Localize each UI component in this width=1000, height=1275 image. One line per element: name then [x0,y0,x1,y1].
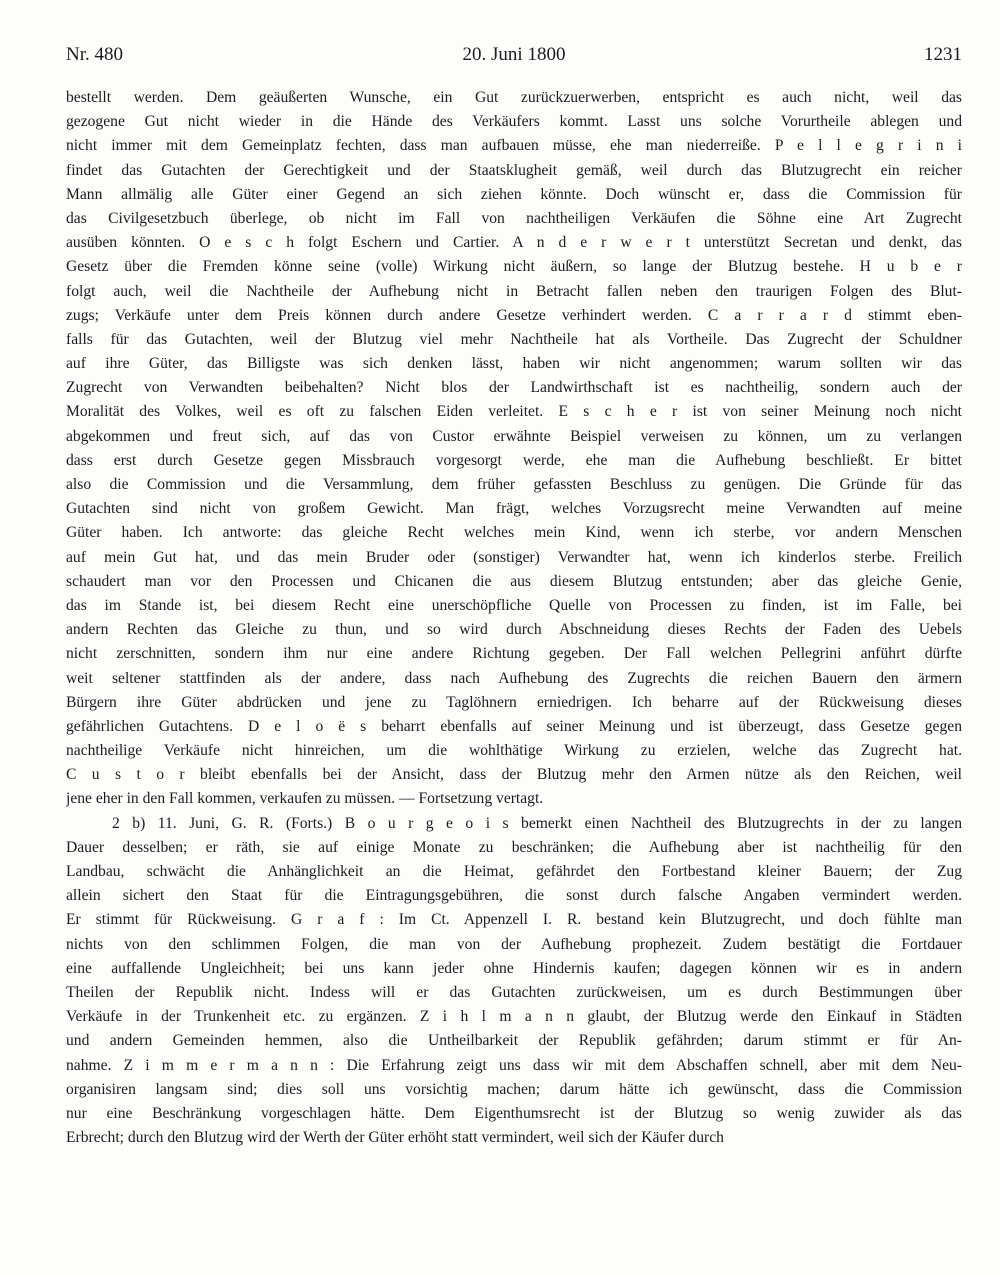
text-line: nichts von den schlimmen Folgen, die man von der Aufhebung prophezeit. Zudem bestätigt die Fortdauer [66,935,962,953]
text-line: organisiren langsam sind; dies soll uns vorsichtig machen; darum hätte ich gewünscht, dass die Commission [66,1080,962,1098]
text-line: 2 b) 11. Juni, G. R. (Forts.) B o u r g e o i s bemerkt einen Nachtheil des Blutzugrechts in der zu langen [112,814,962,832]
text-line: Mann allmälig alle Güter einer Gegend an sich ziehen könnte. Doch wünscht er, dass die Commission für [66,185,962,203]
text-line: auf ihre Güter, das Billigste was sich denken lässt, haben wir nicht angenommen; warum sollten wir das [66,355,962,373]
text-line: Gesetz über die Fremden könne seine (volle) Wirkung nicht äußern, so lange der Blutzug bestehe. H u b e r [66,258,962,276]
text-line: Dauer desselben; er räth, sie auf einige Monate zu beschränken; die Aufhebung aber ist nachtheilig für den [66,838,962,856]
text-line: Moralität des Volkes, weil es oft zu falschen Eiden verleitet. E s c h e r ist von seiner Meinung noch nicht [66,403,962,421]
text-line: dass erst durch Gesetze gegen Missbrauch vorgesorgt werde, ehe man die Aufhebung beschließt. Er bittet [66,451,962,469]
text-line: nicht zerschnitten, sondern ihm nur eine andere Richtung gegeben. Der Fall welchen Pellegrini anführt dürfte [66,645,962,663]
text-line: bestellt werden. Dem geäußerten Wunsche, ein Gut zurückzuerwerben, entspricht es auch nicht, weil das [66,89,962,106]
text-line: weit seltener stattfinden als der andere, dass nach Aufhebung des Zugrechts die reichen Bauern den ärmern [66,669,962,687]
text-line: Güter haben. Ich antworte: das gleiche Recht welches mein Kind, wenn ich sterbe, vor andern Menschen [66,524,962,542]
text-line: Erbrecht; durch den Blutzug wird der Werth der Güter erhöht statt vermindert, weil sich der Käufer durch [66,1129,724,1147]
text-line: Theilen der Republik nicht. Indess will er das Gutachten zurückweisen, um es durch Bestimmungen über [66,983,962,1001]
text-line: nicht immer mit dem Gemeinplatz fechten, dass man aufbauen müsse, ehe man niederreiße. P e l l e g r i n i [66,137,962,155]
text-line: folgt auch, weil die Nachtheile der Aufhebung nicht in Betracht fallen neben den traurigen Folgen des Blut- [66,282,962,300]
text-line: und andern Gemeinden hemmen, also die Untheilbarkeit der Republik gefährden; darum stimmt er für An- [66,1032,962,1050]
text-line: andern Rechten das Gleiche zu thun, und so wird durch Abschneidung dieses Rechts der Faden des Uebels [66,621,962,639]
text-line: Landbau, schwächt die Anhänglichkeit an die Heimat, gefährdet den Fortbestand kleiner Bauern; der Zug [66,863,962,880]
text-line: Er stimmt für Rückweisung. G r a f : Im Ct. Appenzell I. R. bestand kein Blutzugrecht, und doch fühlte man [66,911,962,929]
text-line: gezogene Gut nicht wieder in die Hände des Verkäufers kommt. Lasst uns solche Vorurtheile ablegen und [66,113,962,131]
text-line: gefährlichen Gutachtens. D e l o ë s beharrt ebenfalls auf seiner Meinung und ist überzeugt, dass Gesetze gegen [66,717,962,735]
text-line: nahme. Z i m m e r m a n n : Die Erfahrung zeigt uns dass wir mit dem Abschaffen schnell, aber mit dem Neu- [66,1056,962,1074]
text-line: Zugrecht von Verwandten beibehalten? Nicht blos der Landwirthschaft ist es nachtheilig, sondern auch der [66,379,962,397]
text-line: jene eher in den Fall kommen, verkaufen zu müssen. — Fortsetzung vertagt. [66,790,544,808]
document-number: Nr. 480 [66,44,123,65]
text-line: findet das Gutachten der Gerechtigkeit und der Staatsklugheit gemäß, weil durch das Blutzugrecht ein reicher [66,161,962,179]
text-line: Bürgern ihre Güter abdrücken und jene zu Taglöhnern erniedrigen. Ich beharre auf der Rückweisung dieses [66,693,962,711]
text-line: nachtheilige Verkäufe nicht hinreichen, um die wohlthätige Wirkung zu erzielen, welche das Zugrecht hat. [66,742,962,760]
text-line: C u s t o r bleibt ebenfalls bei der Ansicht, dass der Blutzug mehr den Armen nütze als den Reichen, weil [66,766,962,784]
page-number: 1231 [924,44,962,65]
text-line: nur eine Beschränkung vorgeschlagen hätte. Dem Eigenthumsrecht ist der Blutzug so wenig zuwider als das [66,1104,962,1122]
text-line: Verkäufe in der Trunkenheit etc. zu ergänzen. Z i h l m a n n glaubt, der Blutzug werde den Einkauf in Städten [66,1008,962,1026]
text-line: also die Commission und die Versammlung, dem früher gefassten Beschluss zu genügen. Die Gründe für das [66,476,962,493]
text-line: schaudert man vor den Processen und Chicanen die aus diesem Blutzug entstunden; aber das gleiche Genie, [66,572,962,590]
document-date: 20. Juni 1800 [462,44,566,65]
text-line: eine auffallende Ungleichheit; bei uns kann jeder ohne Hindernis kaufen; dagegen können wir es in andern [66,959,962,977]
text-line: auf mein Gut hat, und das mein Bruder oder (sonstiger) Verwandter hat, wenn ich kinderlos sterbe. Freilich [66,548,962,566]
text-line: allein sichert den Staat für die Eintragungsgebühren, die sonst durch falsche Angaben vermindert werden. [66,887,962,905]
text-line: Gutachten sind nicht von großem Gewicht. Man frägt, welches Vorzugsrecht meine Verwandten auf meine [66,500,962,518]
page-header [66,44,962,74]
text-line: falls für das Gutachten, weil der Blutzug viel mehr Nachtheile hat als Vortheile. Das Zugrecht der Schuldner [66,330,962,348]
text-line: das Civilgesetzbuch überlege, ob nicht im Fall von nachtheiligen Verkäufen die Söhne eine Art Zugrecht [66,209,962,227]
page-body [66,86,962,1150]
text-line: ausüben könnten. O e s c h folgt Eschern und Cartier. A n d e r w e r t unterstützt Secretan und denkt, das [66,234,962,252]
text-line: zugs; Verkäufe unter dem Preis können durch andere Gesetze verhindert werden. C a r r a r d stimmt eben- [66,306,962,324]
text-line: das im Stande ist, bei diesem Recht eine unerschöpfliche Quelle von Processen zu finden, ist im Falle, bei [66,596,962,614]
text-line: abgekommen und freut sich, auf das von Custor erwähnte Beispiel verweisen zu können, um zu verlangen [66,427,962,445]
